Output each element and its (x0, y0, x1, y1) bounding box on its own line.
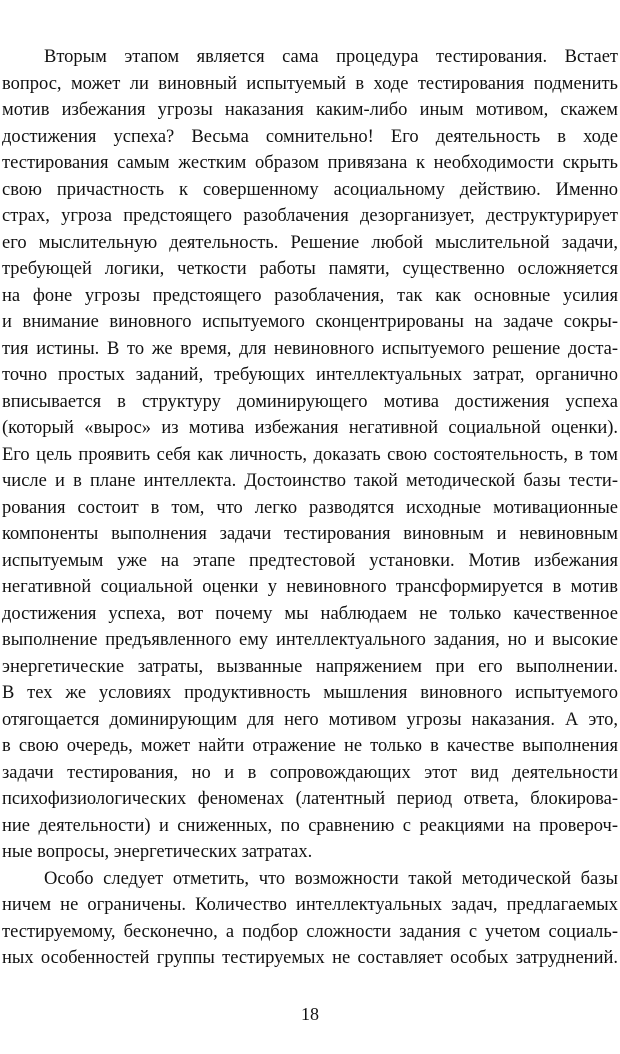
text-line: свою причастность к совершенному асоциальному действию. Именно (2, 179, 618, 200)
text-line: и внимание виновного испытуемого сконцентрированы на задаче сокры- (2, 312, 618, 332)
text-line: тестирования самым жестким образом привязана к необходимости скрыть (2, 153, 618, 173)
text-line: вписывается в структуру доминирующего мотива достижения успеха (2, 391, 618, 412)
text-line: выполнение предъявленного ему интеллектуального задания, но и высокие (2, 630, 618, 650)
text-line: ние деятельности) и сниженных, по сравнению с реакциями на провероч- (2, 815, 618, 836)
text-line: негативной социальной оценки у невиновного трансформируется в мотив (2, 577, 618, 597)
text-line: достижения успеха, вот почему мы наблюдаем не только качественное (2, 603, 618, 624)
text-line: задачи тестирования, но и в сопровождающих этот вид деятельности (2, 762, 618, 783)
text-line: тия истины. В то же время, для невиновного испытуемого решение доста- (2, 338, 618, 359)
text-line: компоненты выполнения задачи тестирования виновным и невиновным (2, 524, 618, 544)
text-line: психофизиологических феноменах (латентный период ответа, блокирова- (2, 789, 618, 809)
text-line: (который «вырос» из мотива избежания негативной социальной оценки). (2, 418, 618, 438)
text-line: тестируемому, бесконечно, а подбор сложности задания с учетом социаль- (2, 921, 618, 942)
text-line: ных особенностей группы тестируемых не составляет особых затруднений. (2, 948, 618, 968)
text-line: ничем не ограничены. Количество интеллектуальных задач, предлагаемых (2, 895, 618, 915)
text-line: испытуемым уже на этапе предтестовой установки. Мотив избежания (2, 550, 618, 571)
text-line: Его цель проявить себя как личность, доказать свою состоятельность, в том (2, 444, 618, 465)
text-line: ные вопросы, энергетических затратах. (2, 842, 313, 862)
text-line: страх, угроза предстоящего разоблачения дезорганизует, деструктурирует (2, 206, 618, 226)
text-line: достижения успеха? Весьма сомнительно! Его деятельность в ходе (2, 126, 618, 147)
text-line: энергетические затраты, вызванные напряжением при его выполнении. (2, 656, 618, 677)
text-line: числе и в плане интеллекта. Достоинство такой методической базы тести- (2, 471, 618, 491)
text-line: требующей логики, четкости работы памяти, существенно осложняется (2, 259, 618, 279)
text-line: рования состоит в том, что легко разводятся исходные мотивационные (2, 497, 618, 518)
paragraph (2, 866, 618, 972)
text-line: Особо следует отметить, что возможности такой методической базы (44, 868, 618, 889)
text-line: отягощается доминирующим для него мотивом угрозы наказания. А это, (2, 709, 618, 730)
text-line: вопрос, может ли виновный испытуемый в ходе тестирования подменить (2, 73, 618, 94)
text-line: его мыслительную деятельность. Решение любой мыслительной задачи, (2, 232, 618, 253)
text-line: точно простых заданий, требующих интеллектуальных затрат, органично (2, 365, 618, 385)
text-line: на фоне угрозы предстоящего разоблачения, так как основные усилия (2, 285, 618, 306)
paragraph (2, 44, 618, 866)
text-line: в свою очередь, может найти отражение не только в качестве выполнения (2, 736, 618, 756)
text-line: Вторым этапом является сама процедура тестирования. Встает (44, 47, 618, 67)
text-line: В тех же условиях продуктивность мышления виновного испытуемого (2, 683, 618, 703)
text-line: мотив избежания угрозы наказания каким-либо иным мотивом, скажем (2, 100, 618, 120)
page-number: 18 (301, 1004, 319, 1024)
page-body (2, 44, 618, 972)
